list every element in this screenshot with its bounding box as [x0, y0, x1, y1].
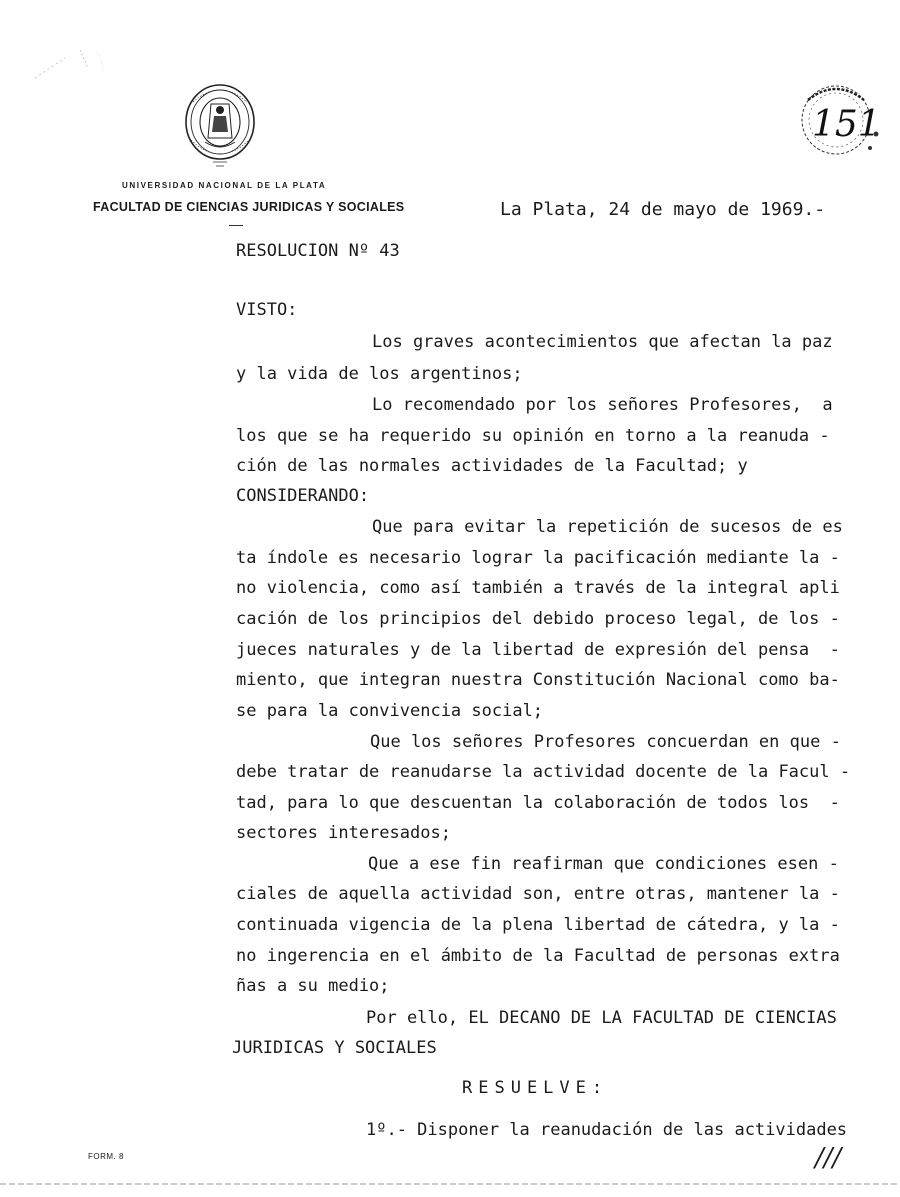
body-line: JURIDICAS Y SOCIALES — [232, 1038, 437, 1058]
body-line: miento, que integran nuestra Constitución Nacional como ba- — [236, 670, 840, 690]
date-line: La Plata, 24 de mayo de 1969.- — [500, 199, 826, 220]
article-1: 1º.- Disponer la reanudación de las actividades — [366, 1120, 848, 1140]
continuation-mark: /// — [815, 1143, 842, 1173]
body-line: ta índole es necesario lograr la pacificación mediante la - — [236, 548, 840, 568]
body-line: cación de los principios del debido proceso legal, de los - — [236, 609, 840, 629]
registry-stamp — [790, 80, 886, 160]
body-line: sectores interesados; — [236, 823, 451, 843]
body-line: los que se ha requerido su opinión en torno a la reanuda - — [236, 426, 830, 446]
body-line: Los graves acontecimientos que afectan la paz — [372, 332, 833, 352]
body-line: ciales de aquella actividad son, entre otras, mantener la - — [236, 884, 840, 904]
stamp-number: 151 — [812, 104, 881, 145]
body-line: no violencia, como así también a través de la integral apli — [236, 578, 840, 598]
body-line: jueces naturales y de la libertad de expresión del pensa - — [236, 640, 840, 660]
university-name: UNIVERSIDAD NACIONAL DE LA PLATA — [122, 181, 327, 190]
body-line: y la vida de los argentinos; — [236, 364, 523, 384]
body-line: Por ello, EL DECANO DE LA FACULTAD DE CIENCIAS — [366, 1008, 837, 1028]
body-line: ción de las normales actividades de la Facultad; y — [236, 456, 748, 476]
body-line: ñas a su medio; — [236, 976, 390, 996]
body-line: Que para evitar la repetición de sucesos de es — [372, 517, 843, 537]
resuelve-heading: RESUELVE: — [462, 1078, 609, 1098]
body-line: continuada vigencia de la plena libertad de cátedra, y la - — [236, 915, 840, 935]
page-bottom-edge — [0, 1182, 900, 1186]
body-line: se para la convivencia social; — [236, 701, 544, 721]
body-line: debe tratar de reanudarse la actividad docente de la Facul - — [236, 762, 851, 782]
faculty-name: FACULTAD DE CIENCIAS JURIDICAS Y SOCIALES — [93, 200, 405, 214]
body-line: Que a ese fin reafirman que condiciones esen - — [368, 854, 839, 874]
resolution-title: RESOLUCION Nº 43 — [236, 241, 400, 261]
letterhead-divider — [229, 225, 243, 226]
paper-marks — [20, 40, 120, 100]
form-label: FORM. 8 — [88, 1152, 124, 1161]
body-line: no ingerencia en el ámbito de la Facultad de personas extra — [236, 946, 840, 966]
university-seal-logo — [183, 82, 257, 172]
body-line: Que los señores Profesores concuerdan en que - — [370, 732, 841, 752]
visto-heading: VISTO: — [236, 300, 298, 320]
body-line: tad, para lo que descuentan la colaboración de todos los - — [236, 793, 840, 813]
body-line: Lo recomendado por los señores Profesores, a — [372, 395, 833, 415]
considerando-heading: CONSIDERANDO: — [236, 486, 370, 506]
